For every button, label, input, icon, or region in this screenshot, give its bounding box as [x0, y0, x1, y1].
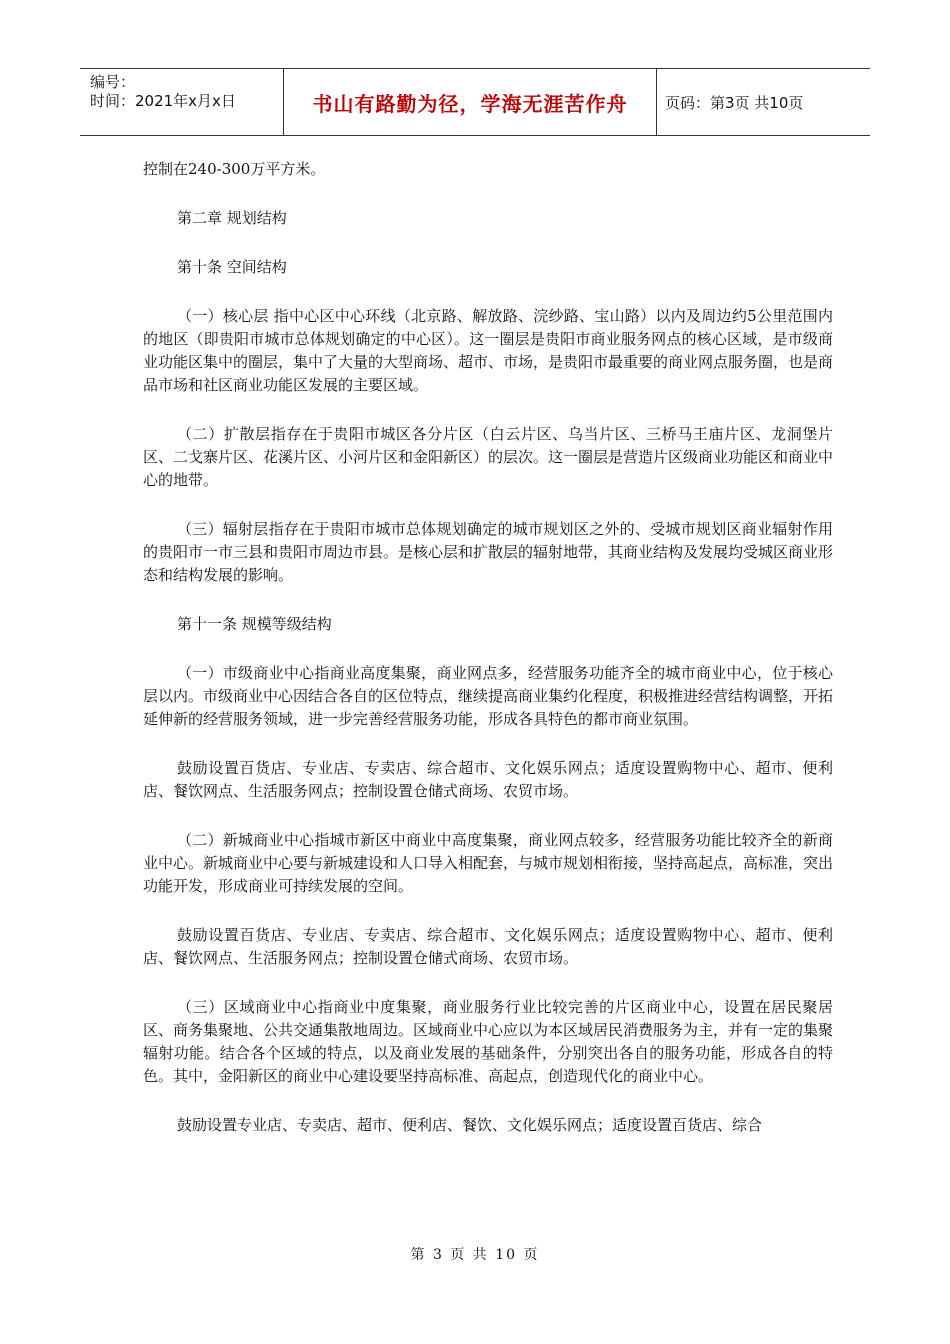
page-footer: 第 3 页 共 10 页: [410, 1247, 540, 1263]
header-meta: [80, 69, 283, 135]
paragraph: （三）辐射层指存在于贵阳市城市总体规划确定的城市规划区之外的、受城市规划区商业辐射作用的贵阳市一市三县和贵阳市周边市县。是核心层和扩散层的辐射地带，其商业结构及发展均受城区商业形态和结构发展的影响。: [143, 520, 834, 584]
header-motto: 书山有路勤为径，学海无涯苦作舟: [283, 69, 657, 135]
paragraph: 鼓励设置百货店、专业店、专卖店、综合超市、文化娱乐网点；适度设置购物中心、超市、便利店、餐饮网点、生活服务网点；控制设置仓储式商场、农贸市场。: [143, 926, 833, 967]
document-number-label: 编号：: [90, 73, 136, 91]
article-heading: 第十一条 规模等级结构: [177, 615, 332, 633]
paragraph-continuation: 控制在240-300万平方米。: [143, 160, 326, 178]
chapter-heading: 第二章 规划结构: [177, 209, 287, 227]
document-body: [143, 158, 833, 1137]
article-heading: 第十条 空间结构: [177, 258, 287, 276]
paragraph: （二）新城商业中心指城市新区中商业中高度集聚，商业网点较多，经营服务功能比较齐全的新商业中心。新城商业中心要与新城建设和人口导入相配套，与城市规划相衔接，坚持高起点，高标准，突出功能开发，形成商业可持续发展的空间。: [143, 831, 834, 895]
paragraph: （一）市级商业中心指商业高度集聚，商业网点多，经营服务功能齐全的城市商业中心，位于核心层以内。市级商业中心因结合各自的区位特点，继续提高商业集约化程度，积极推进经营结构调整，开拓延伸新的经营服务领域，进一步完善经营服务功能，形成各具特色的都市商业氛围。: [143, 664, 834, 728]
document-date: 时间：2021年x月x日: [90, 92, 236, 110]
paragraph: （一）核心层 指中心区中心环线（北京路、解放路、浣纱路、宝山路）以内及周边约5公里范围内的地区（即贵阳市城市总体规划确定的中心区）。这一圈层是贵阳市商业服务网点的核心区域，是市级商业功能区集中的圈层，集中了大量的大型商场、超市、市场，是贵阳市最重要的商业网点服务圈，也是商品市场和社区商业功能区发展的主要区域。: [143, 307, 834, 394]
paragraph: 鼓励设置专业店、专卖店、超市、便利店、餐饮、文化娱乐网点；适度设置百货店、综合: [177, 1116, 763, 1134]
paragraph: （三）区域商业中心指商业中度集聚，商业服务行业比较完善的片区商业中心，设置在居民聚居区、商务集聚地、公共交通集散地周边。区域商业中心应以为本区域居民消费服务为主，并有一定的集聚辐射功能。结合各个区域的特点，以及商业发展的基础条件，分别突出各自的服务功能，形成各自的特色。其中，金阳新区的商业中心建设要坚持高标准、高起点，创造现代化的商业中心。: [143, 998, 834, 1085]
paragraph: 鼓励设置百货店、专业店、专卖店、综合超市、文化娱乐网点；适度设置购物中心、超市、便利店、餐饮网点、生活服务网点；控制设置仓储式商场、农贸市场。: [143, 759, 833, 800]
page-header: [80, 68, 870, 136]
header-page-info: 页码：第3页 共10页: [665, 93, 804, 112]
paragraph: （二）扩散层指存在于贵阳市城区各分片区（白云片区、乌当片区、三桥马王庙片区、龙洞堡片区、二戈寨片区、花溪片区、小河片区和金阳新区）的层次。这一圈层是营造片区级商业功能区和商业中心的地带。: [143, 425, 834, 489]
